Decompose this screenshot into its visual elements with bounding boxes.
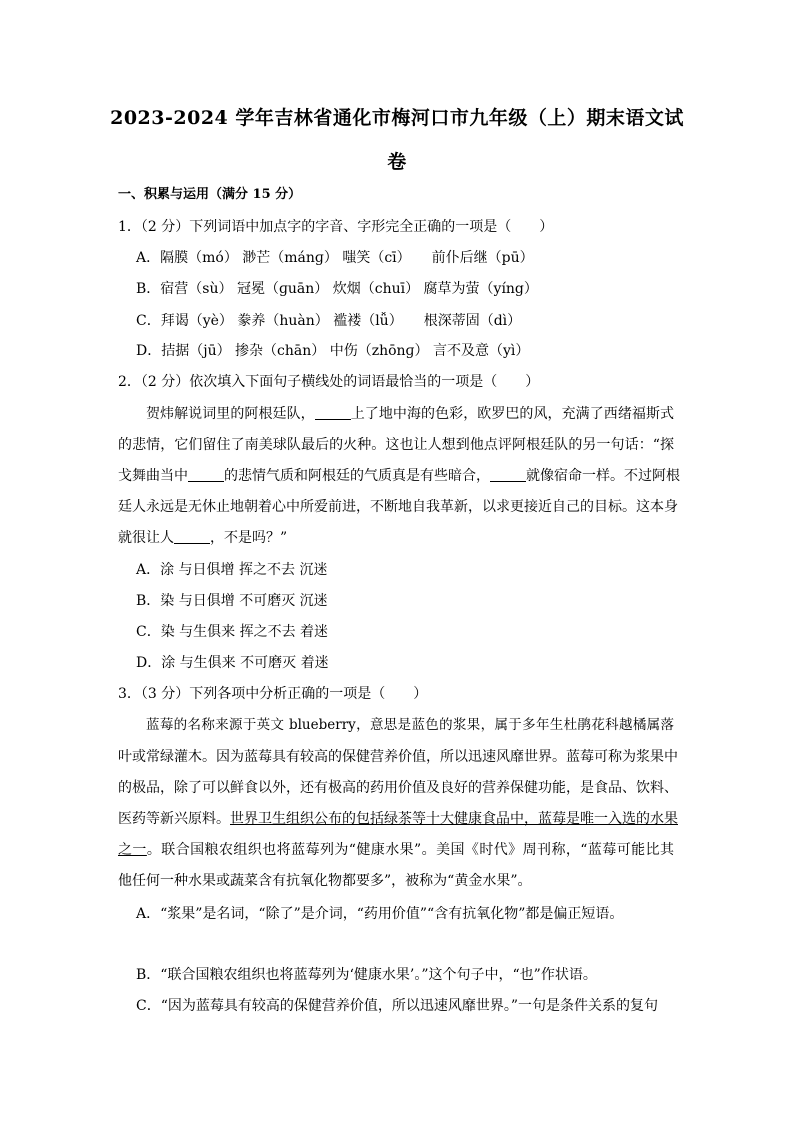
question-2-option-c: C．染 与生俱来 挥之不去 着迷 [136, 624, 329, 640]
underlined-sentence: 之一 [118, 842, 147, 858]
question-3-passage-line: 的极品，除了可以鲜食以外，还有极高的药用价值及良好的营养保健功能，是食品、饮料、 [118, 780, 678, 796]
question-2-option-b: B．染 与日俱增 不可磨灭 沉迷 [136, 593, 328, 609]
passage-text: ，不是吗？” [210, 530, 288, 546]
question-2-passage-line: 的悲情，它们留住了南美球队最后的火种。这也让人想到他点评阿根廷队的另一句话：“探 [118, 437, 674, 453]
question-1-option-b: B．宿营（sù） 冠冕（ɡuān） 炊烟（chuī） 腐草为萤（yíng） [136, 281, 538, 297]
question-2-option-d: D．涂 与生俱来 不可磨灭 着迷 [136, 655, 329, 671]
passage-text: 戈舞曲当中 [118, 468, 188, 484]
question-2-option-a: A．涂 与日俱增 挥之不去 沉迷 [136, 562, 328, 578]
question-1-stem: 1．（2 分）下列词语中加点字的字音、字形完全正确的一项是（ ） [118, 219, 554, 235]
question-3-stem: 3．（3 分）下列各项中分析正确的一项是（ ） [118, 686, 428, 702]
question-3-passage-line: 他任何一种水果或蔬菜含有抗氧化物都要多”，被称为“黄金水果”。 [118, 873, 532, 889]
exam-title-line1: 2023-2024 学年吉林省通化市梅河口市九年级（上）期末语文试 [110, 107, 684, 129]
underlined-sentence: 世界卫生组织公布的包括绿茶等十大健康食品中，蓝莓是唯一入选的水果 [230, 811, 678, 827]
section-heading: 一、积累与运用（满分 15 分） [118, 187, 302, 202]
fill-blank [315, 405, 351, 420]
question-1-option-d: D．拮据（jū） 掺杂（chān） 中伤（zhōnɡ） 言不及意（yì） [136, 343, 530, 359]
fill-blank [490, 467, 526, 482]
passage-text: 就像宿命一样。不过阿根 [526, 468, 680, 484]
passage-text: 。联合国粮农组织也将蓝莓列为“健康水果”。美国《时代》周刊称，“蓝莓可能比其 [146, 842, 674, 858]
question-2-stem: 2．（2 分）依次填入下面句子横线处的词语最恰当的一项是（ ） [118, 374, 540, 390]
question-2-passage-line [118, 529, 674, 547]
fill-blank [174, 529, 210, 544]
question-2-passage-line [118, 405, 674, 423]
passage-text: 就很让人 [118, 530, 174, 546]
passage-text: 医药等新兴原料。 [118, 811, 230, 827]
question-1-option-c: C．拜谒（yè） 豢养（huàn） 褴褛（lǚ） 根深蒂固（dì） [136, 313, 522, 329]
question-3-option-a: A．“浆果”是名词，“除了”是介词，“药用价值”“含有抗氧化物”都是偏正短语。 [136, 906, 624, 922]
exam-title-line2: 卷 [387, 151, 407, 173]
question-3-option-b: B．“联合国粮农组织也将蓝莓列为‘健康水果’。”这个句子中，“也”作状语。 [136, 967, 597, 983]
question-3-passage-line [118, 841, 674, 859]
passage-text: 贺炜解说词里的阿根廷队， [146, 406, 315, 422]
passage-text: 上了地中海的色彩，欧罗巴的风，充满了西绪福斯式 [350, 406, 675, 422]
question-2-passage-line [118, 467, 680, 485]
question-3-option-c: C．“因为蓝莓具有较高的保健营养价值，所以迅速风靡世界。”一句是条件关系的复句 [136, 998, 659, 1014]
passage-text: 的悲情气质和阿根廷的气质真是有些暗合， [224, 468, 490, 484]
question-3-passage-line: 蓝莓的名称来源于英文 blueberry，意思是蓝色的浆果，属于多年生杜鹃花科越橘属落 [146, 717, 674, 733]
question-3-passage-line [118, 810, 678, 828]
fill-blank [188, 467, 224, 482]
question-2-passage-line: 廷人永远是无休止地朝着心中所爱前进，不断地自我革新，以求更接近自己的目标。这本身 [118, 499, 678, 515]
question-1-option-a: A．隔膜（mó） 渺芒（mánɡ） 嗤笑（cī） 前仆后继（pū） [136, 250, 534, 266]
question-3-passage-line: 叶或常绿灌木。因为蓝莓具有较高的保健营养价值，所以迅速风靡世界。蓝莓可称为浆果中 [118, 749, 678, 765]
